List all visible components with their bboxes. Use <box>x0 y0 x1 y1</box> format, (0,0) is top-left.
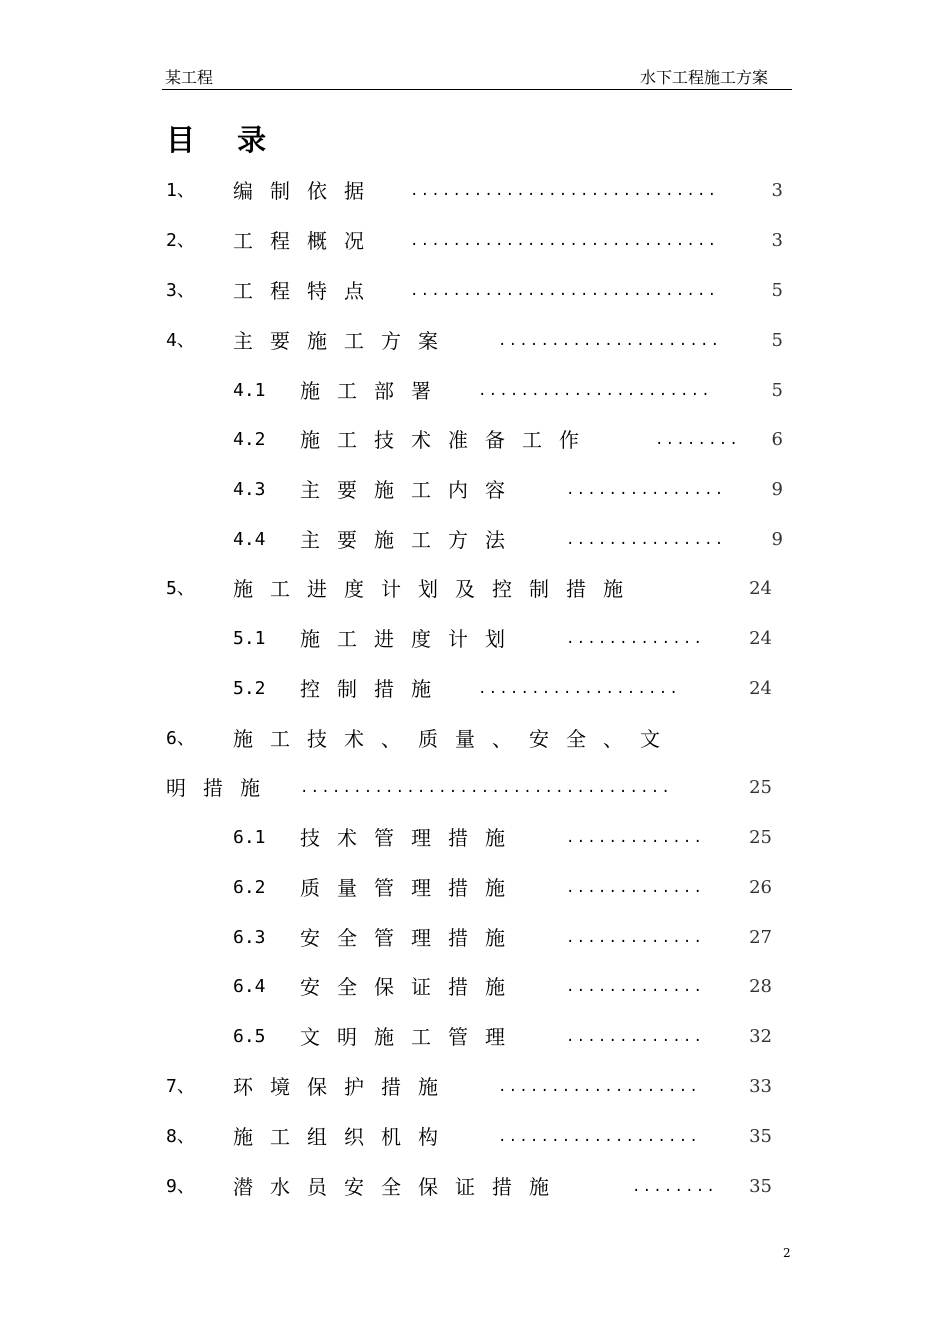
header-left-text: 某工程 <box>165 68 214 87</box>
toc-entry-text: 潜水员安全保证措施 <box>233 1175 566 1199</box>
toc-entry-leader: ............................. <box>410 233 719 249</box>
toc-entry-page: 6 <box>771 429 783 450</box>
toc-entry-page: 3 <box>771 180 783 201</box>
toc-entry-number: 4.3 <box>233 479 266 500</box>
toc-entry-leader: ..................... <box>498 333 722 349</box>
toc-entry-9[interactable] <box>0 1172 950 1202</box>
toc-entry-number: 6.2 <box>233 877 266 898</box>
toc-entry-number: 4.4 <box>233 529 266 550</box>
toc-entry-page: 35 <box>749 1126 772 1147</box>
toc-entry-7[interactable] <box>0 1072 950 1102</box>
header-right-text: 水下工程施工方案 <box>640 68 769 87</box>
toc-entry-page: 35 <box>749 1176 772 1197</box>
toc-entry-8[interactable] <box>0 1122 950 1152</box>
toc-entry-number: 6、 <box>166 728 195 749</box>
toc-entry-number: 5.2 <box>233 678 266 699</box>
toc-entry-page: 25 <box>749 777 772 798</box>
toc-entry-page: 28 <box>749 976 772 997</box>
toc-entry-page: 5 <box>771 330 783 351</box>
toc-entry-leader: ............. <box>566 930 705 946</box>
toc-entry-page: 32 <box>749 1026 772 1047</box>
toc-entry-text: 编制依据 <box>233 179 381 203</box>
toc-entry-5-2[interactable] <box>0 674 950 704</box>
toc-entry-text: 安全保证措施 <box>300 975 522 999</box>
toc-entry-page: 24 <box>749 578 772 599</box>
toc-entry-6-1[interactable] <box>0 823 950 853</box>
toc-entry-text: 文明施工管理 <box>300 1025 522 1049</box>
toc-entry-6-4[interactable] <box>0 972 950 1002</box>
toc-entry-leader: ............. <box>566 880 705 896</box>
toc-entry-leader: ................... <box>478 681 680 697</box>
toc-entry-6-5[interactable] <box>0 1022 950 1052</box>
toc-entry-number: 2、 <box>166 230 195 251</box>
toc-entry-leader: ................... <box>498 1079 700 1095</box>
toc-entry-page: 33 <box>749 1076 772 1097</box>
toc-entry-number: 3、 <box>166 280 195 301</box>
toc-entry-text: 施工进度计划及控制措施 <box>233 577 640 601</box>
toc-entry-number: 1、 <box>166 180 195 201</box>
toc-entry-leader: ............. <box>566 631 705 647</box>
toc-entry-text: 施工技术准备工作 <box>300 428 596 452</box>
toc-entry-4[interactable] <box>0 326 950 356</box>
toc-entry-number: 4.1 <box>233 380 266 401</box>
toc-entry-leader: ........ <box>655 432 741 448</box>
toc-entry-leader: ............. <box>566 1029 705 1045</box>
toc-entry-text: 施工进度计划 <box>300 627 522 651</box>
toc-entry-4-2[interactable] <box>0 425 950 455</box>
toc-entry-page: 26 <box>749 877 772 898</box>
toc-entry-6-continued[interactable] <box>0 773 950 803</box>
toc-entry-6[interactable] <box>0 724 950 754</box>
toc-entry-leader: ................................... <box>300 780 673 796</box>
toc-entry-text: 环境保护措施 <box>233 1075 455 1099</box>
toc-entry-number: 5.1 <box>233 628 266 649</box>
toc-entry-page: 9 <box>771 529 783 550</box>
toc-entry-number: 6.3 <box>233 927 266 948</box>
toc-entry-text: 主要施工方案 <box>233 329 455 353</box>
toc-entry-5[interactable] <box>0 574 950 604</box>
toc-entry-page: 24 <box>749 678 772 699</box>
toc-entry-text: 主要施工方法 <box>300 528 522 552</box>
toc-entry-page: 5 <box>771 380 783 401</box>
toc-entry-leader: ................... <box>498 1129 700 1145</box>
toc-entry-leader: ............. <box>566 830 705 846</box>
toc-entry-page: 9 <box>771 479 783 500</box>
toc-entry-page: 5 <box>771 280 783 301</box>
toc-entry-number: 5、 <box>166 578 195 599</box>
toc-entry-page: 3 <box>771 230 783 251</box>
toc-title: 目 录 <box>166 123 283 157</box>
toc-entry-number: 6.1 <box>233 827 266 848</box>
toc-entry-text: 质量管理措施 <box>300 876 522 900</box>
page-number: 2 <box>783 1246 791 1260</box>
toc-entry-page: 25 <box>749 827 772 848</box>
toc-entry-6-2[interactable] <box>0 873 950 903</box>
toc-entry-text: 明措施 <box>166 776 277 800</box>
toc-entry-4-4[interactable] <box>0 525 950 555</box>
toc-entry-text: 施工技术、质量、安全、文 <box>233 727 677 751</box>
toc-entry-5-1[interactable] <box>0 624 950 654</box>
toc-entry-text: 控制措施 <box>300 677 448 701</box>
toc-entry-4-3[interactable] <box>0 475 950 505</box>
toc-entry-number: 8、 <box>166 1126 195 1147</box>
toc-entry-leader: ........ <box>632 1179 718 1195</box>
toc-entry-text: 技术管理措施 <box>300 826 522 850</box>
toc-entry-4-1[interactable] <box>0 376 950 406</box>
toc-entry-6-3[interactable] <box>0 923 950 953</box>
toc-entry-leader: ............. <box>566 979 705 995</box>
toc-entry-text: 工程概况 <box>233 229 381 253</box>
toc-entry-leader: ............... <box>566 532 726 548</box>
toc-entry-text: 施工组织机构 <box>233 1125 455 1149</box>
toc-entry-page: 24 <box>749 628 772 649</box>
toc-entry-3[interactable] <box>0 276 950 306</box>
toc-entry-leader: ...................... <box>478 383 712 399</box>
toc-entry-text: 施工部署 <box>300 379 448 403</box>
toc-entry-2[interactable] <box>0 226 950 256</box>
toc-entry-number: 9、 <box>166 1176 195 1197</box>
toc-entry-number: 6.5 <box>233 1026 266 1047</box>
toc-entry-number: 4、 <box>166 330 195 351</box>
toc-entry-text: 工程特点 <box>233 279 381 303</box>
toc-entry-number: 7、 <box>166 1076 195 1097</box>
toc-entry-leader: ............... <box>566 482 726 498</box>
toc-entry-number: 6.4 <box>233 976 266 997</box>
toc-entry-text: 主要施工内容 <box>300 478 522 502</box>
toc-entry-page: 27 <box>749 927 772 948</box>
toc-entry-leader: ............................. <box>410 283 719 299</box>
toc-entry-leader: ............................. <box>410 183 719 199</box>
toc-entry-1[interactable] <box>0 176 950 206</box>
toc-entry-number: 4.2 <box>233 429 266 450</box>
toc-entry-text: 安全管理措施 <box>300 926 522 950</box>
